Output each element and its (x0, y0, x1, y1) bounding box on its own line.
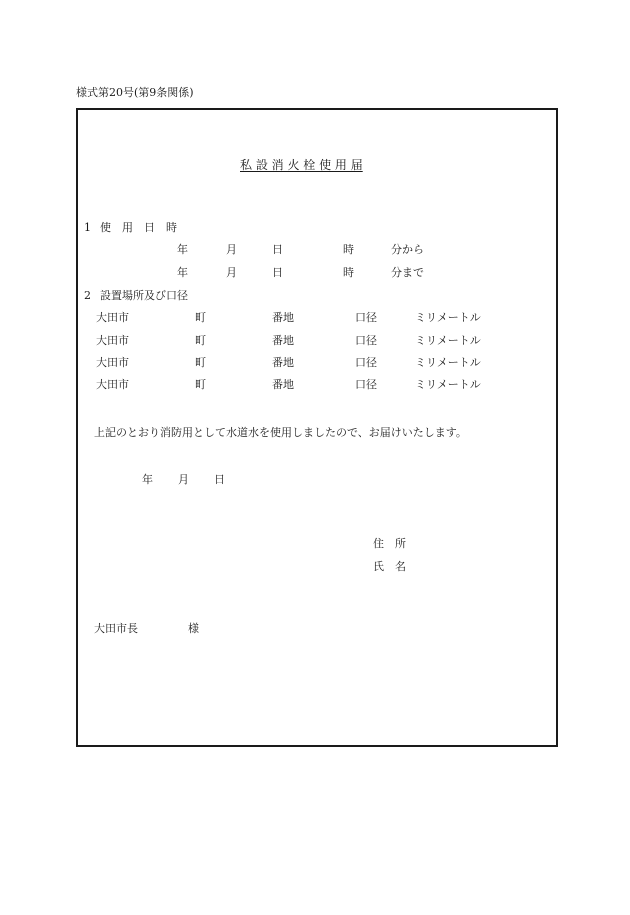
location-city: 大田市 (96, 334, 129, 347)
location-lot: 番地 (272, 311, 294, 324)
location-caliber: 口径 (355, 378, 377, 391)
section1-heading: 使 用 日 時 (100, 221, 177, 234)
form-number: 様式第20号(第9条関係) (76, 86, 194, 99)
location-caliber: 口径 (355, 311, 377, 324)
location-unit: ミリメートル (415, 378, 481, 391)
to-year: 年 (177, 266, 188, 279)
location-city: 大田市 (96, 378, 129, 391)
section2-heading: 設置場所及び口径 (100, 289, 188, 302)
name-label: 氏 名 (373, 560, 406, 573)
location-city: 大田市 (96, 311, 129, 324)
to-hour: 時 (343, 266, 354, 279)
from-year: 年 (177, 243, 188, 256)
date-year: 年 (142, 473, 153, 486)
address-label: 住 所 (373, 537, 406, 550)
location-town: 町 (195, 378, 206, 391)
to-month: 月 (226, 266, 237, 279)
location-lot: 番地 (272, 334, 294, 347)
location-unit: ミリメートル (415, 356, 481, 369)
location-town: 町 (195, 334, 206, 347)
location-city: 大田市 (96, 356, 129, 369)
addressee-honorific: 様 (188, 622, 199, 635)
statement-text: 上記のとおり消防用として水道水を使用しましたので、お届けいたします。 (94, 426, 467, 439)
from-minute: 分から (391, 243, 424, 256)
date-month: 月 (178, 473, 189, 486)
to-day: 日 (272, 266, 283, 279)
form-title: 私 設 消 火 栓 使 用 届 (240, 158, 363, 172)
location-caliber: 口径 (355, 334, 377, 347)
section1-number: 1 (84, 221, 91, 234)
date-day: 日 (214, 473, 225, 486)
location-lot: 番地 (272, 378, 294, 391)
section2-number: 2 (84, 289, 91, 302)
from-day: 日 (272, 243, 283, 256)
to-minute: 分まで (391, 266, 424, 279)
location-town: 町 (195, 311, 206, 324)
location-unit: ミリメートル (415, 334, 481, 347)
addressee-name: 大田市長 (94, 622, 138, 635)
from-month: 月 (226, 243, 237, 256)
location-lot: 番地 (272, 356, 294, 369)
location-caliber: 口径 (355, 356, 377, 369)
from-hour: 時 (343, 243, 354, 256)
location-town: 町 (195, 356, 206, 369)
location-unit: ミリメートル (415, 311, 481, 324)
